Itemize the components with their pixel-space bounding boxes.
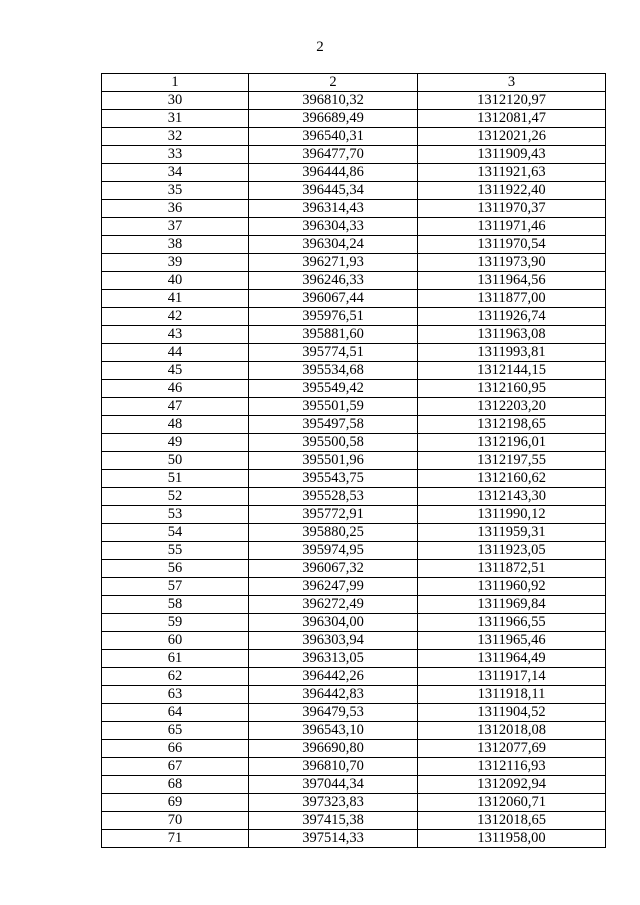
point-number-cell: 43 (102, 326, 249, 344)
table-row (102, 236, 606, 254)
x-coordinate-cell: 395881,60 (249, 326, 418, 344)
x-coordinate-cell: 396445,34 (249, 182, 418, 200)
point-number-cell: 70 (102, 812, 249, 830)
y-coordinate-cell: 1311904,52 (418, 704, 606, 722)
x-coordinate-cell: 397514,33 (249, 830, 418, 848)
table-row (102, 758, 606, 776)
y-coordinate-cell: 1312160,95 (418, 380, 606, 398)
table-row (102, 776, 606, 794)
y-coordinate-cell: 1311993,81 (418, 344, 606, 362)
table-row (102, 308, 606, 326)
column-header-point: 1 (102, 74, 249, 92)
table-row (102, 560, 606, 578)
point-number-cell: 71 (102, 830, 249, 848)
x-coordinate-cell: 395528,53 (249, 488, 418, 506)
y-coordinate-cell: 1312092,94 (418, 776, 606, 794)
point-number-cell: 38 (102, 236, 249, 254)
x-coordinate-cell: 395500,58 (249, 434, 418, 452)
y-coordinate-cell: 1311922,40 (418, 182, 606, 200)
y-coordinate-cell: 1312160,62 (418, 470, 606, 488)
x-coordinate-cell: 397415,38 (249, 812, 418, 830)
table-row (102, 722, 606, 740)
y-coordinate-cell: 1311966,55 (418, 614, 606, 632)
x-coordinate-cell: 397044,34 (249, 776, 418, 794)
point-number-cell: 69 (102, 794, 249, 812)
table-row (102, 524, 606, 542)
table-row (102, 434, 606, 452)
y-coordinate-cell: 1312143,30 (418, 488, 606, 506)
x-coordinate-cell: 396444,86 (249, 164, 418, 182)
table-row (102, 182, 606, 200)
point-number-cell: 58 (102, 596, 249, 614)
table-body (102, 74, 606, 848)
x-coordinate-cell: 396303,94 (249, 632, 418, 650)
point-number-cell: 60 (102, 632, 249, 650)
y-coordinate-cell: 1311958,00 (418, 830, 606, 848)
point-number-cell: 41 (102, 290, 249, 308)
table-row (102, 380, 606, 398)
y-coordinate-cell: 1311963,08 (418, 326, 606, 344)
y-coordinate-cell: 1312060,71 (418, 794, 606, 812)
point-number-cell: 63 (102, 686, 249, 704)
x-coordinate-cell: 396272,49 (249, 596, 418, 614)
x-coordinate-cell: 396313,05 (249, 650, 418, 668)
point-number-cell: 33 (102, 146, 249, 164)
y-coordinate-cell: 1311964,56 (418, 272, 606, 290)
x-coordinate-cell: 396810,32 (249, 92, 418, 110)
y-coordinate-cell: 1311971,46 (418, 218, 606, 236)
point-number-cell: 56 (102, 560, 249, 578)
column-header-x: 2 (249, 74, 418, 92)
x-coordinate-cell: 396810,70 (249, 758, 418, 776)
x-coordinate-cell: 395772,91 (249, 506, 418, 524)
point-number-cell: 53 (102, 506, 249, 524)
table-row (102, 704, 606, 722)
table-row (102, 398, 606, 416)
x-coordinate-cell: 396690,80 (249, 740, 418, 758)
point-number-cell: 34 (102, 164, 249, 182)
y-coordinate-cell: 1311923,05 (418, 542, 606, 560)
point-number-cell: 67 (102, 758, 249, 776)
y-coordinate-cell: 1311970,37 (418, 200, 606, 218)
table-row (102, 110, 606, 128)
x-coordinate-cell: 395543,75 (249, 470, 418, 488)
y-coordinate-cell: 1311964,49 (418, 650, 606, 668)
point-number-cell: 51 (102, 470, 249, 488)
y-coordinate-cell: 1311970,54 (418, 236, 606, 254)
table-row (102, 542, 606, 560)
x-coordinate-cell: 396067,32 (249, 560, 418, 578)
table-row (102, 740, 606, 758)
column-header-y: 3 (418, 74, 606, 92)
point-number-cell: 32 (102, 128, 249, 146)
y-coordinate-cell: 1312197,55 (418, 452, 606, 470)
table-header-row (102, 74, 606, 92)
x-coordinate-cell: 396304,24 (249, 236, 418, 254)
point-number-cell: 37 (102, 218, 249, 236)
table-row (102, 794, 606, 812)
x-coordinate-cell: 396304,00 (249, 614, 418, 632)
table-row (102, 686, 606, 704)
table-row (102, 164, 606, 182)
table-row (102, 668, 606, 686)
y-coordinate-cell: 1311926,74 (418, 308, 606, 326)
y-coordinate-cell: 1311918,11 (418, 686, 606, 704)
point-number-cell: 52 (102, 488, 249, 506)
point-number-cell: 46 (102, 380, 249, 398)
table-row (102, 614, 606, 632)
table-row (102, 470, 606, 488)
x-coordinate-cell: 396067,44 (249, 290, 418, 308)
point-number-cell: 55 (102, 542, 249, 560)
x-coordinate-cell: 395974,95 (249, 542, 418, 560)
point-number-cell: 49 (102, 434, 249, 452)
y-coordinate-cell: 1311965,46 (418, 632, 606, 650)
y-coordinate-cell: 1311921,63 (418, 164, 606, 182)
point-number-cell: 61 (102, 650, 249, 668)
point-number-cell: 39 (102, 254, 249, 272)
x-coordinate-cell: 396314,43 (249, 200, 418, 218)
point-number-cell: 68 (102, 776, 249, 794)
point-number-cell: 48 (102, 416, 249, 434)
point-number-cell: 40 (102, 272, 249, 290)
point-number-cell: 54 (102, 524, 249, 542)
y-coordinate-cell: 1311909,43 (418, 146, 606, 164)
table-row (102, 272, 606, 290)
table-row (102, 290, 606, 308)
table-row (102, 326, 606, 344)
x-coordinate-cell: 395549,42 (249, 380, 418, 398)
x-coordinate-cell: 395501,96 (249, 452, 418, 470)
x-coordinate-cell: 395534,68 (249, 362, 418, 380)
x-coordinate-cell: 396247,99 (249, 578, 418, 596)
table-row (102, 362, 606, 380)
x-coordinate-cell: 396442,83 (249, 686, 418, 704)
table-row (102, 218, 606, 236)
table-row (102, 254, 606, 272)
y-coordinate-cell: 1311872,51 (418, 560, 606, 578)
table-row (102, 344, 606, 362)
y-coordinate-cell: 1312018,65 (418, 812, 606, 830)
point-number-cell: 66 (102, 740, 249, 758)
x-coordinate-cell: 396246,33 (249, 272, 418, 290)
y-coordinate-cell: 1312120,97 (418, 92, 606, 110)
y-coordinate-cell: 1312018,08 (418, 722, 606, 740)
y-coordinate-cell: 1312077,69 (418, 740, 606, 758)
point-number-cell: 44 (102, 344, 249, 362)
table-row (102, 632, 606, 650)
point-number-cell: 59 (102, 614, 249, 632)
y-coordinate-cell: 1312198,65 (418, 416, 606, 434)
y-coordinate-cell: 1311960,92 (418, 578, 606, 596)
point-number-cell: 36 (102, 200, 249, 218)
x-coordinate-cell: 396271,93 (249, 254, 418, 272)
point-number-cell: 45 (102, 362, 249, 380)
y-coordinate-cell: 1311917,14 (418, 668, 606, 686)
x-coordinate-cell: 395501,59 (249, 398, 418, 416)
coordinates-table (101, 73, 606, 848)
x-coordinate-cell: 395880,25 (249, 524, 418, 542)
y-coordinate-cell: 1312081,47 (418, 110, 606, 128)
table-row (102, 146, 606, 164)
table-row (102, 812, 606, 830)
table-row (102, 92, 606, 110)
point-number-cell: 50 (102, 452, 249, 470)
table-row (102, 200, 606, 218)
table-row (102, 578, 606, 596)
y-coordinate-cell: 1311990,12 (418, 506, 606, 524)
table-row (102, 416, 606, 434)
table-row (102, 452, 606, 470)
x-coordinate-cell: 396540,31 (249, 128, 418, 146)
table-row (102, 650, 606, 668)
point-number-cell: 42 (102, 308, 249, 326)
point-number-cell: 30 (102, 92, 249, 110)
table-row (102, 596, 606, 614)
x-coordinate-cell: 396543,10 (249, 722, 418, 740)
y-coordinate-cell: 1311973,90 (418, 254, 606, 272)
table-row (102, 830, 606, 848)
x-coordinate-cell: 396479,53 (249, 704, 418, 722)
y-coordinate-cell: 1312116,93 (418, 758, 606, 776)
table-row (102, 506, 606, 524)
y-coordinate-cell: 1311959,31 (418, 524, 606, 542)
x-coordinate-cell: 396477,70 (249, 146, 418, 164)
table-row (102, 488, 606, 506)
y-coordinate-cell: 1311877,00 (418, 290, 606, 308)
point-number-cell: 47 (102, 398, 249, 416)
point-number-cell: 64 (102, 704, 249, 722)
page-number: 2 (316, 39, 324, 55)
y-coordinate-cell: 1312196,01 (418, 434, 606, 452)
x-coordinate-cell: 395774,51 (249, 344, 418, 362)
x-coordinate-cell: 396442,26 (249, 668, 418, 686)
point-number-cell: 57 (102, 578, 249, 596)
x-coordinate-cell: 395976,51 (249, 308, 418, 326)
point-number-cell: 65 (102, 722, 249, 740)
y-coordinate-cell: 1312144,15 (418, 362, 606, 380)
point-number-cell: 31 (102, 110, 249, 128)
y-coordinate-cell: 1312203,20 (418, 398, 606, 416)
x-coordinate-cell: 395497,58 (249, 416, 418, 434)
table-row (102, 128, 606, 146)
y-coordinate-cell: 1311969,84 (418, 596, 606, 614)
x-coordinate-cell: 396304,33 (249, 218, 418, 236)
point-number-cell: 62 (102, 668, 249, 686)
y-coordinate-cell: 1312021,26 (418, 128, 606, 146)
x-coordinate-cell: 396689,49 (249, 110, 418, 128)
point-number-cell: 35 (102, 182, 249, 200)
x-coordinate-cell: 397323,83 (249, 794, 418, 812)
